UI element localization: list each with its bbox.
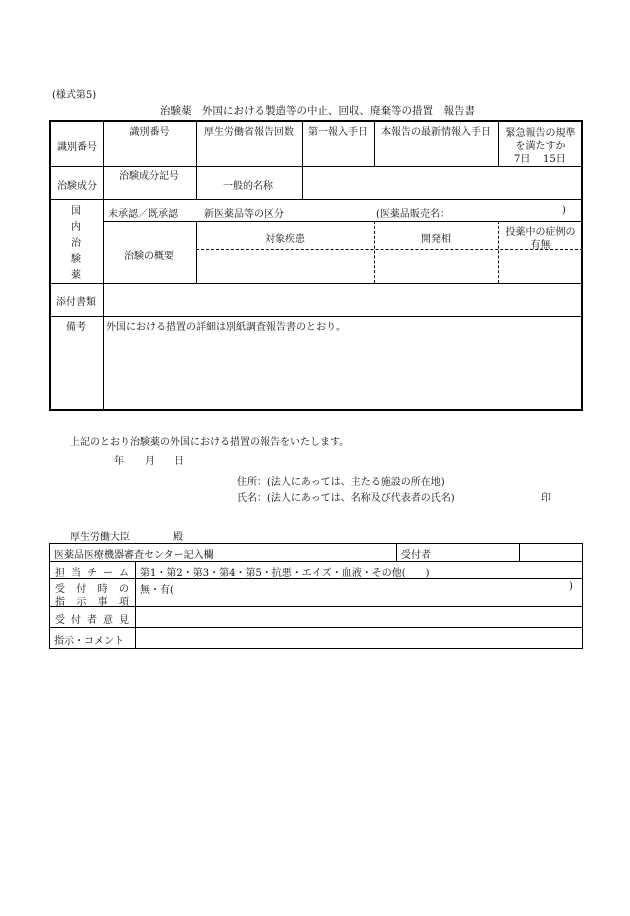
main-report-table (49, 120, 583, 411)
drug-sales-name: (医薬品販売名： (376, 209, 450, 220)
instruction-value: 無・有( (140, 585, 174, 596)
form-number: (様式第5) (52, 90, 97, 101)
date-month: 月 (145, 456, 155, 467)
date-day: 日 (174, 456, 184, 467)
cases-header-line2: 有無 (530, 240, 551, 251)
page-title: 治験薬 外国における製造等の中止、回収、廃棄等の措置 報告書 (160, 105, 475, 117)
addressee-honorific: 殿 (173, 532, 183, 543)
component-code-label: 治験成分記号 (119, 171, 179, 182)
date-year: 年 (114, 456, 124, 467)
seal-mark: 印 (541, 493, 551, 504)
mhlw-report-count-header: 厚生労働省報告回数 (204, 127, 294, 138)
remarks-label: 備考 (66, 322, 86, 333)
generic-name-label: 一般的名称 (223, 181, 273, 192)
latest-info-date-header: 本報告の最新情報入手日 (381, 127, 491, 138)
component-label: 治験成分 (57, 181, 97, 192)
target-disease-header: 対象疾患 (265, 234, 305, 245)
instruction-label-line1: 受 付 時 の (55, 584, 129, 595)
cases-header-line1: 投薬中の症例の (505, 227, 576, 238)
id-number-header: 識別番号 (129, 127, 170, 138)
attachments-label: 添付書類 (56, 297, 96, 308)
development-phase-header: 開発相 (421, 234, 451, 245)
address-line: 住所：(法人にあっては、主たる施設の所在地) (237, 477, 445, 488)
drug-sales-close: ) (562, 205, 566, 216)
urgent-criteria-header-line1: 緊急報告の規準 (505, 128, 576, 139)
statement: 上記のとおり治験薬の外国における措置の報告をいたします。 (70, 437, 350, 448)
team-label: 担 当 チ ー ム (55, 568, 129, 579)
comment-label: 指示・コメント (54, 636, 124, 647)
remarks-text: 外国における措置の詳細は別紙調査報告書のとおり。 (106, 322, 346, 333)
urgent-7-days: 7日 (514, 154, 531, 165)
urgent-criteria-header-line2: を満たすか (515, 141, 566, 152)
urgent-15-days: 15日 (543, 154, 566, 165)
domestic-trial-drug-label: 国 内 治 験 薬 (71, 206, 81, 281)
receiver-label: 受付者 (401, 550, 431, 561)
instruction-label-line2: 指 示 事 項 (55, 597, 129, 608)
receiver-opinion-label: 受 付 者 意 見 (55, 615, 129, 626)
id-number-row-label: 識別番号 (57, 142, 97, 153)
approval-status: 未承認／既承認 (108, 209, 178, 220)
instruction-close: ) (569, 581, 573, 592)
pmda-header: 医薬品医療機器審査センター記入欄 (54, 550, 214, 561)
name-line: 氏名：(法人にあっては、名称及び代表者の氏名) (237, 493, 455, 504)
trial-overview-label: 治験の概要 (124, 251, 174, 262)
first-report-date-header: 第一報入手日 (308, 127, 368, 138)
addressee-minister: 厚生労働大臣 (70, 532, 130, 543)
team-options: 第1・第2・第3・第4・第5・抗悪・エイズ・血液・その他( ) (140, 568, 430, 579)
new-drug-class: 新医薬品等の区分 (204, 209, 284, 220)
